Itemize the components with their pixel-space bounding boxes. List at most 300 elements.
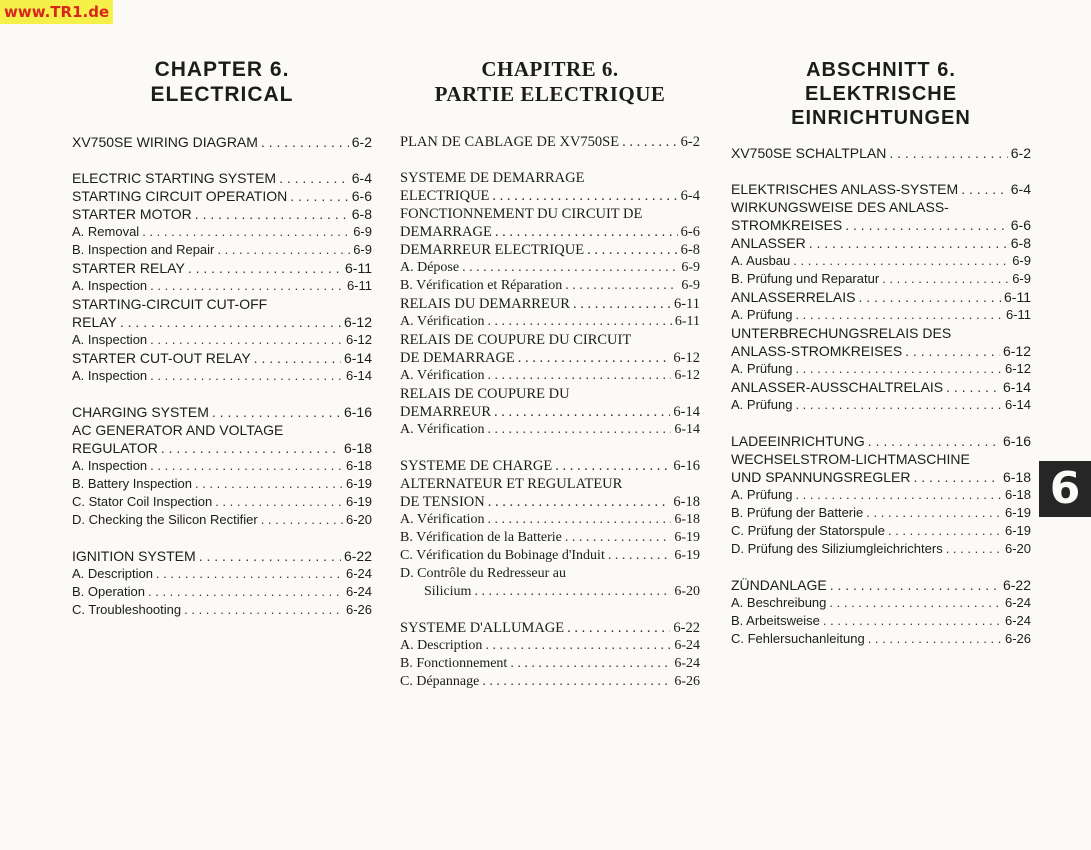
- toc-subentry: [731, 270, 1031, 288]
- toc-entry-label: A. Ausbau: [731, 253, 791, 268]
- toc-entry: [731, 324, 1031, 342]
- toc-entry: [72, 349, 372, 367]
- toc-spacer: [731, 162, 1031, 180]
- toc-entry: [731, 576, 1031, 594]
- toc-page-number: 6-12: [674, 368, 700, 383]
- toc-entry-label: SYSTEME DE CHARGE: [400, 458, 553, 474]
- toc-entry-label: DEMARRAGE: [400, 224, 492, 240]
- dot-leader: [913, 468, 1000, 486]
- toc-page-number: 6-9: [681, 260, 700, 275]
- toc-entry: [400, 475, 700, 493]
- toc-entry: [400, 619, 700, 637]
- toc-entry: [731, 180, 1031, 198]
- dot-leader: [565, 529, 671, 547]
- toc-entry: [400, 187, 700, 205]
- dot-leader: [608, 547, 671, 565]
- toc-entry-label: UND SPANNUNGSREGLER: [731, 469, 911, 485]
- toc-entry: [72, 187, 372, 205]
- chapter-heading: [400, 56, 700, 107]
- toc-entry: [400, 295, 700, 313]
- toc-entry-label: B. Inspection and Repair: [72, 242, 215, 257]
- toc-page-number: 6-11: [346, 278, 372, 293]
- toc-page-number: 6-26: [345, 602, 372, 617]
- toc-subentry: [72, 583, 372, 601]
- dot-leader: [845, 216, 1008, 234]
- toc-page-number: 6-12: [345, 332, 372, 347]
- toc-entry-label: ANLASSER: [731, 235, 806, 251]
- toc-entry-label: B. Vérification de la Batterie: [400, 530, 562, 545]
- dot-leader: [859, 288, 1002, 306]
- toc-entry: [400, 169, 700, 187]
- toc-page-number: 6-20: [345, 512, 372, 527]
- dot-leader: [795, 306, 1003, 324]
- toc-entry: [72, 421, 372, 439]
- toc-entry: [400, 205, 700, 223]
- toc-page-number: 6-24: [1004, 595, 1031, 610]
- toc-page-number: 6-19: [345, 476, 372, 491]
- dot-leader: [150, 367, 343, 385]
- chapter-tab-marker: 6: [1039, 461, 1091, 517]
- toc-entry-label: D. Checking the Silicon Rectifier: [72, 512, 258, 527]
- toc-entry: [731, 342, 1031, 360]
- toc-page-number: 6-9: [681, 278, 700, 293]
- dot-leader: [868, 630, 1002, 648]
- toc-entry-label: A. Vérification: [400, 512, 485, 527]
- toc-entry-label: A. Inspection: [72, 278, 148, 293]
- dot-leader: [518, 349, 671, 367]
- toc-entry: [731, 288, 1031, 306]
- toc-page-number: 6-16: [673, 458, 700, 474]
- toc-entry: [731, 216, 1031, 234]
- toc-spacer: [72, 385, 372, 403]
- toc-column-german: [731, 56, 1031, 648]
- toc-entry: [400, 241, 700, 259]
- dot-leader: [290, 187, 349, 205]
- toc-entry-label: ELEKTRISCHES ANLASS-SYSTEM: [731, 181, 959, 197]
- toc-entry-label: ANLASSERRELAIS: [731, 289, 856, 305]
- chapter-number: CHAPTER 6.: [154, 58, 290, 81]
- toc-column-english: [72, 56, 372, 619]
- dot-leader: [150, 331, 343, 349]
- dot-leader: [946, 540, 1002, 558]
- toc-page-number: 6-4: [680, 188, 700, 204]
- dot-leader: [482, 673, 671, 691]
- toc-entry-label: ZÜNDANLAGE: [731, 577, 827, 593]
- toc-page-number: 6-24: [345, 584, 372, 599]
- dot-leader: [120, 313, 341, 331]
- chapter-number: CHAPITRE 6.: [481, 57, 619, 81]
- toc-page-number: 6-14: [673, 404, 700, 420]
- toc-entry: [400, 493, 700, 511]
- toc-entry-label: B. Operation: [72, 584, 145, 599]
- toc-entry-label: A. Inspection: [72, 368, 148, 383]
- dot-leader: [485, 637, 671, 655]
- toc-entry-label: C. Vérification du Bobinage d'Induit: [400, 548, 605, 563]
- toc-entry: [72, 313, 372, 331]
- toc-subentry: [731, 612, 1031, 630]
- toc-subentry: [731, 396, 1031, 414]
- toc-entry: [72, 133, 372, 151]
- toc-subentry: [400, 511, 700, 529]
- toc-page-number: 6-18: [343, 440, 372, 456]
- toc-subentry: [400, 655, 700, 673]
- toc-page-number: 6-11: [1005, 307, 1031, 322]
- dot-leader: [188, 259, 342, 277]
- toc-entry-label: A. Removal: [72, 224, 140, 239]
- chapter-heading: [731, 56, 1031, 130]
- toc-entry-label: A. Vérification: [400, 314, 485, 329]
- toc-entry: [731, 468, 1031, 486]
- toc-entry-label: IGNITION SYSTEM: [72, 548, 196, 564]
- toc-entry-label: STROMKREISES: [731, 217, 843, 233]
- toc-entry-label: A. Vérification: [400, 422, 485, 437]
- toc-list: [731, 144, 1031, 648]
- toc-page-number: 6-26: [674, 674, 700, 689]
- toc-page-number: 6-2: [351, 134, 372, 150]
- toc-page-number: 6-18: [674, 512, 700, 527]
- toc-entry-label: A. Inspection: [72, 332, 148, 347]
- dot-leader: [199, 547, 341, 565]
- toc-subentry: [731, 486, 1031, 504]
- toc-page-number: 6-4: [351, 170, 372, 186]
- toc-subentry: [400, 547, 700, 565]
- toc-spacer: [731, 414, 1031, 432]
- toc-entry-label: A. Description: [72, 566, 153, 581]
- dot-leader: [830, 576, 1000, 594]
- dot-leader: [795, 486, 1002, 504]
- toc-page-number: 6-8: [1010, 235, 1031, 251]
- toc-subentry: [400, 637, 700, 655]
- chapter-title: ELEKTRISCHE: [804, 83, 958, 105]
- toc-subentry: [731, 504, 1031, 522]
- toc-subentry: [72, 223, 372, 241]
- toc-entry-label: B. Prüfung und Reparatur: [731, 271, 880, 286]
- toc-entry-label: WECHSELSTROM-LICHTMASCHINE: [731, 451, 970, 467]
- dot-leader: [488, 493, 671, 511]
- toc-list: [400, 133, 700, 691]
- toc-page-number: 6-19: [1004, 523, 1031, 538]
- toc-page-number: 6-8: [351, 206, 372, 222]
- chapter-heading: [72, 56, 372, 107]
- toc-page-number: 6-12: [343, 314, 372, 330]
- toc-entry-label: LADEEINRICHTUNG: [731, 433, 865, 449]
- dot-leader: [567, 619, 670, 637]
- toc-page-number: 6-12: [673, 350, 700, 366]
- toc-entry-label: ELECTRIC STARTING SYSTEM: [72, 170, 277, 186]
- toc-entry: [400, 223, 700, 241]
- dot-leader: [488, 367, 672, 385]
- toc-subentry: [72, 511, 372, 529]
- toc-subentry: [731, 306, 1031, 324]
- dot-leader: [793, 252, 1009, 270]
- dot-leader: [217, 241, 350, 259]
- toc-entry-label: D. Prüfung des Siliziumgleichrichters: [731, 541, 943, 556]
- toc-entry-label: A. Dépose: [400, 260, 460, 275]
- toc-list: [72, 133, 372, 619]
- toc-page-number: 6-18: [345, 458, 372, 473]
- toc-page-number: 6-4: [1010, 181, 1031, 197]
- dot-leader: [961, 180, 1008, 198]
- toc-subentry: [731, 522, 1031, 540]
- dot-leader: [488, 313, 672, 331]
- dot-leader: [488, 511, 672, 529]
- toc-page-number: 6-9: [1012, 271, 1031, 286]
- toc-page-number: 6-14: [1004, 397, 1031, 412]
- toc-entry-label: ELECTRIQUE: [400, 188, 490, 204]
- dot-leader: [195, 475, 343, 493]
- toc-entry-label: STARTING-CIRCUIT CUT-OFF: [72, 296, 268, 312]
- dot-leader: [215, 493, 343, 511]
- toc-entry-label: SYSTEME DE DEMARRAGE: [400, 170, 585, 186]
- toc-page-number: 6-26: [1004, 631, 1031, 646]
- toc-page-number: 6-16: [343, 404, 372, 420]
- toc-entry-label: C. Stator Coil Inspection: [72, 494, 213, 509]
- chapter-number: ABSCHNITT 6.: [806, 59, 956, 81]
- dot-leader: [555, 457, 670, 475]
- toc-subentry: [72, 565, 372, 583]
- dot-leader: [474, 583, 671, 601]
- toc-spacer: [400, 601, 700, 619]
- toc-page-number: 6-22: [343, 548, 372, 564]
- toc-page-number: 6-24: [1004, 613, 1031, 628]
- toc-page-number: 6-20: [1004, 541, 1031, 556]
- toc-entry: [400, 403, 700, 421]
- toc-entry-label: UNTERBRECHUNGSRELAIS DES: [731, 325, 952, 341]
- toc-entry-label: B. Arbeitsweise: [731, 613, 820, 628]
- toc-entry: [72, 439, 372, 457]
- toc-page-number: 6-24: [674, 638, 700, 653]
- toc-entry: [731, 432, 1031, 450]
- toc-entry-label: RELAY: [72, 314, 117, 330]
- toc-page-number: 6-19: [674, 548, 700, 563]
- toc-entry-label: Silicium: [424, 584, 472, 599]
- toc-page-number: 6-9: [353, 242, 372, 257]
- dot-leader: [494, 403, 670, 421]
- dot-leader: [587, 241, 678, 259]
- dot-leader: [795, 360, 1002, 378]
- toc-page-number: 6-19: [345, 494, 372, 509]
- toc-subentry: [400, 367, 700, 385]
- toc-page-number: 6-11: [345, 260, 372, 276]
- toc-entry-label: A. Inspection: [72, 458, 148, 473]
- dot-leader: [150, 277, 344, 295]
- toc-entry-label: XV750SE SCHALTPLAN: [731, 145, 887, 161]
- dot-leader: [829, 594, 1002, 612]
- dot-leader: [261, 511, 343, 529]
- dot-leader: [866, 504, 1002, 522]
- toc-entry: [731, 144, 1031, 162]
- toc-entry-label: DE DEMARRAGE: [400, 350, 515, 366]
- toc-page-number: 6-6: [680, 224, 700, 240]
- toc-entry-label: STARTING CIRCUIT OPERATION: [72, 188, 288, 204]
- toc-page-number: 6-11: [1004, 289, 1031, 305]
- dot-leader: [889, 144, 1007, 162]
- toc-subentry: [72, 367, 372, 385]
- toc-subentry: [72, 277, 372, 295]
- dot-leader: [495, 223, 678, 241]
- dot-leader: [184, 601, 343, 619]
- toc-entry-label: B. Prüfung der Batterie: [731, 505, 864, 520]
- toc-page-number: 6-22: [673, 620, 700, 636]
- toc-subentry: [731, 540, 1031, 558]
- toc-entry: [731, 378, 1031, 396]
- toc-subentry: [400, 421, 700, 439]
- dot-leader: [195, 205, 349, 223]
- toc-page-number: 6-8: [680, 242, 700, 258]
- toc-page-number: 6-6: [351, 188, 372, 204]
- toc-entry-label: DEMARREUR ELECTRIQUE: [400, 242, 585, 258]
- dot-leader: [488, 421, 672, 439]
- dot-leader: [148, 583, 343, 601]
- toc-entry-label: AC GENERATOR AND VOLTAGE: [72, 422, 284, 438]
- toc-page-number: 6-20: [674, 584, 700, 599]
- dot-leader: [510, 655, 671, 673]
- toc-entry: [400, 331, 700, 349]
- chapter-title-line-2: EINRICHTUNGEN: [791, 107, 971, 129]
- toc-entry: [400, 349, 700, 367]
- toc-subentry: [731, 252, 1031, 270]
- toc-entry-label: WIRKUNGSWEISE DES ANLASS-: [731, 199, 949, 215]
- toc-subentry: [72, 241, 372, 259]
- toc-subentry: [400, 673, 700, 691]
- toc-entry-label: SYSTEME D'ALLUMAGE: [400, 620, 565, 636]
- toc-entry-label: C. Prüfung der Statorspule: [731, 523, 885, 538]
- toc-entry-label: ANLASS-STROMKREISES: [731, 343, 903, 359]
- toc-entry-label: C. Dépannage: [400, 674, 480, 689]
- toc-entry-label: C. Troubleshooting: [72, 602, 182, 617]
- toc-page-number: 6-16: [1002, 433, 1031, 449]
- toc-entry-label: B. Battery Inspection: [72, 476, 192, 491]
- toc-entry: [72, 259, 372, 277]
- toc-page-number: 6-14: [1002, 379, 1031, 395]
- toc-entry-label: STARTER RELAY: [72, 260, 185, 276]
- toc-entry-label: XV750SE WIRING DIAGRAM: [72, 134, 258, 150]
- toc-spacer: [400, 439, 700, 457]
- toc-page-number: 6-9: [1012, 253, 1031, 268]
- dot-leader: [868, 432, 1000, 450]
- toc-subentry: [731, 594, 1031, 612]
- toc-page-number: 6-9: [353, 224, 372, 239]
- toc-entry-label: D. Contrôle du Redresseur au: [400, 566, 567, 581]
- toc-page-number: 6-2: [1010, 145, 1031, 161]
- chapter-title: ELECTRICAL: [150, 83, 294, 106]
- toc-subentry: [72, 601, 372, 619]
- toc-subentry: [72, 475, 372, 493]
- dot-leader: [142, 223, 350, 241]
- toc-entry-label: DE TENSION: [400, 494, 485, 510]
- dot-leader: [261, 133, 349, 151]
- toc-entry-label: RELAIS DE COUPURE DU: [400, 386, 570, 402]
- toc-entry-label: ANLASSER-AUSSCHALTRELAIS: [731, 379, 944, 395]
- dot-leader: [622, 133, 678, 151]
- toc-subentry: [400, 313, 700, 331]
- toc-entry: [731, 234, 1031, 252]
- toc-subentry: [400, 259, 700, 277]
- toc-entry-label: A. Prüfung: [731, 361, 793, 376]
- toc-entry-label: FONCTIONNEMENT DU CIRCUIT DE: [400, 206, 643, 222]
- toc-entry: [400, 457, 700, 475]
- toc-entry-label: B. Fonctionnement: [400, 656, 508, 671]
- dot-leader: [888, 522, 1002, 540]
- toc-page-number: 6-18: [1004, 487, 1031, 502]
- dot-leader: [462, 259, 678, 277]
- toc-subentry: [400, 583, 700, 601]
- toc-entry-label: A. Description: [400, 638, 483, 653]
- toc-subentry: [400, 529, 700, 547]
- toc-page-number: 6-18: [1002, 469, 1031, 485]
- toc-subentry: [72, 331, 372, 349]
- dot-leader: [823, 612, 1002, 630]
- toc-entry: [72, 403, 372, 421]
- toc-page-number: 6-12: [1002, 343, 1031, 359]
- toc-page-number: 6-24: [345, 566, 372, 581]
- toc-entry: [72, 295, 372, 313]
- dot-leader: [573, 295, 671, 313]
- toc-entry-label: ALTERNATEUR ET REGULATEUR: [400, 476, 623, 492]
- toc-page-number: 6-11: [673, 296, 700, 312]
- toc-entry-label: CHARGING SYSTEM: [72, 404, 209, 420]
- toc-entry: [400, 385, 700, 403]
- toc-spacer: [731, 558, 1031, 576]
- toc-entry: [400, 133, 700, 151]
- toc-entry-label: PLAN DE CABLAGE DE XV750SE: [400, 134, 620, 150]
- toc-entry: [72, 205, 372, 223]
- toc-page-number: 6-22: [1002, 577, 1031, 593]
- dot-leader: [882, 270, 1009, 288]
- toc-entry-label: A. Vérification: [400, 368, 485, 383]
- toc-page-number: 6-19: [674, 530, 700, 545]
- toc-page-number: 6-12: [1004, 361, 1031, 376]
- toc-subentry: [400, 277, 700, 295]
- dot-leader: [161, 439, 341, 457]
- toc-entry: [731, 450, 1031, 468]
- toc-entry-label: A. Beschreibung: [731, 595, 827, 610]
- dot-leader: [492, 187, 677, 205]
- toc-entry: [72, 169, 372, 187]
- toc-column-french: [400, 56, 700, 691]
- toc-entry-label: DEMARREUR: [400, 404, 492, 420]
- toc-page-number: 6-14: [345, 368, 372, 383]
- toc-entry-label: STARTER MOTOR: [72, 206, 192, 222]
- toc-subentry: [72, 457, 372, 475]
- chapter-title: PARTIE ELECTRIQUE: [434, 82, 666, 106]
- toc-subentry: [72, 493, 372, 511]
- toc-subentry: [400, 565, 700, 583]
- toc-spacer: [400, 151, 700, 169]
- dot-leader: [150, 457, 343, 475]
- dot-leader: [809, 234, 1008, 252]
- toc-page-number: 6-6: [1010, 217, 1031, 233]
- toc-spacer: [72, 151, 372, 169]
- toc-page-number: 6-2: [680, 134, 700, 150]
- toc-entry-label: RELAIS DU DEMARREUR: [400, 296, 570, 312]
- toc-page-number: 6-19: [1004, 505, 1031, 520]
- dot-leader: [795, 396, 1002, 414]
- toc-entry: [72, 547, 372, 565]
- toc-page-number: 6-18: [673, 494, 700, 510]
- dot-leader: [905, 342, 1000, 360]
- toc-entry-label: A. Prüfung: [731, 307, 793, 322]
- dot-leader: [565, 277, 678, 295]
- dot-leader: [279, 169, 349, 187]
- toc-entry-label: A. Prüfung: [731, 487, 793, 502]
- dot-leader: [212, 403, 341, 421]
- dot-leader: [946, 378, 1000, 396]
- toc-entry: [731, 198, 1031, 216]
- dot-leader: [156, 565, 343, 583]
- toc-entry-label: REGULATOR: [72, 440, 158, 456]
- toc-page-number: 6-14: [343, 350, 372, 366]
